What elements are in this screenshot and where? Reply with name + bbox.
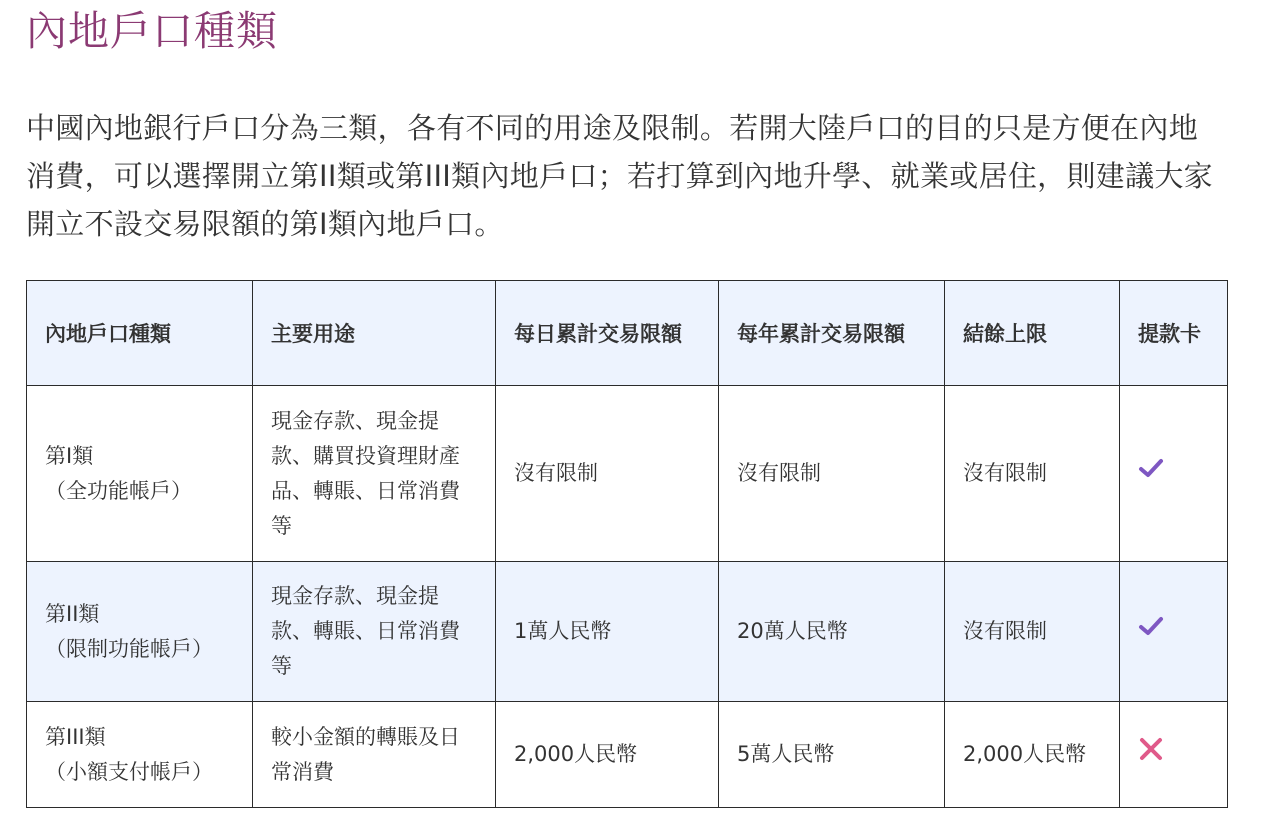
usage-cell: 現金存款、現金提款、購買投資理財產品、轉賬、日常消費等 xyxy=(253,386,496,562)
header-balance-limit: 結餘上限 xyxy=(945,281,1120,386)
account-type-cell xyxy=(27,562,253,702)
yearly-limit-cell: 20萬人民幣 xyxy=(719,562,945,702)
header-daily-limit: 每日累計交易限額 xyxy=(496,281,719,386)
yearly-limit-cell: 5萬人民幣 xyxy=(719,702,945,808)
account-type-name: 第III類 xyxy=(45,724,106,749)
account-type-subtitle: （小額支付帳戶） xyxy=(45,759,213,784)
daily-limit-cell: 2,000人民幣 xyxy=(496,702,719,808)
account-type-name: 第I類 xyxy=(45,443,94,468)
account-type-cell xyxy=(27,702,253,808)
account-type-name: 第II類 xyxy=(45,601,100,626)
balance-limit-cell: 2,000人民幣 xyxy=(945,702,1120,808)
usage-cell: 較小金額的轉賬及日常消費 xyxy=(253,702,496,808)
header-yearly-limit: 每年累計交易限額 xyxy=(719,281,945,386)
table-row xyxy=(27,386,1228,562)
table-row xyxy=(27,562,1228,702)
balance-limit-cell: 沒有限制 xyxy=(945,562,1120,702)
balance-limit-cell: 沒有限制 xyxy=(945,386,1120,562)
check-icon xyxy=(1138,613,1164,639)
check-icon xyxy=(1138,455,1164,481)
page-title: 內地戶口種類 xyxy=(26,7,278,55)
cross-icon xyxy=(1138,736,1164,762)
account-type-subtitle: （限制功能帳戶） xyxy=(45,636,213,661)
table-header-row xyxy=(27,281,1228,386)
atm-card-cell xyxy=(1120,386,1228,562)
header-account-type: 內地戶口種類 xyxy=(27,281,253,386)
table-row xyxy=(27,702,1228,808)
account-types-table xyxy=(26,280,1228,808)
daily-limit-cell: 沒有限制 xyxy=(496,386,719,562)
header-main-usage: 主要用途 xyxy=(253,281,496,386)
daily-limit-cell: 1萬人民幣 xyxy=(496,562,719,702)
account-type-subtitle: （全功能帳戶） xyxy=(45,478,192,503)
usage-cell: 現金存款、現金提款、轉賬、日常消費等 xyxy=(253,562,496,702)
atm-card-cell xyxy=(1120,562,1228,702)
account-type-cell xyxy=(27,386,253,562)
atm-card-cell xyxy=(1120,702,1228,808)
yearly-limit-cell: 沒有限制 xyxy=(719,386,945,562)
header-atm-card: 提款卡 xyxy=(1120,281,1228,386)
intro-paragraph: 中國內地銀行戶口分為三類，各有不同的用途及限制。若開大陸戶口的目的只是方便在內地消費，可以選擇開立第II類或第III類內地戶口；若打算到內地升學、就業或居住，則建議大家開立不設交易限額的第I類內地戶口。 xyxy=(26,111,1213,241)
